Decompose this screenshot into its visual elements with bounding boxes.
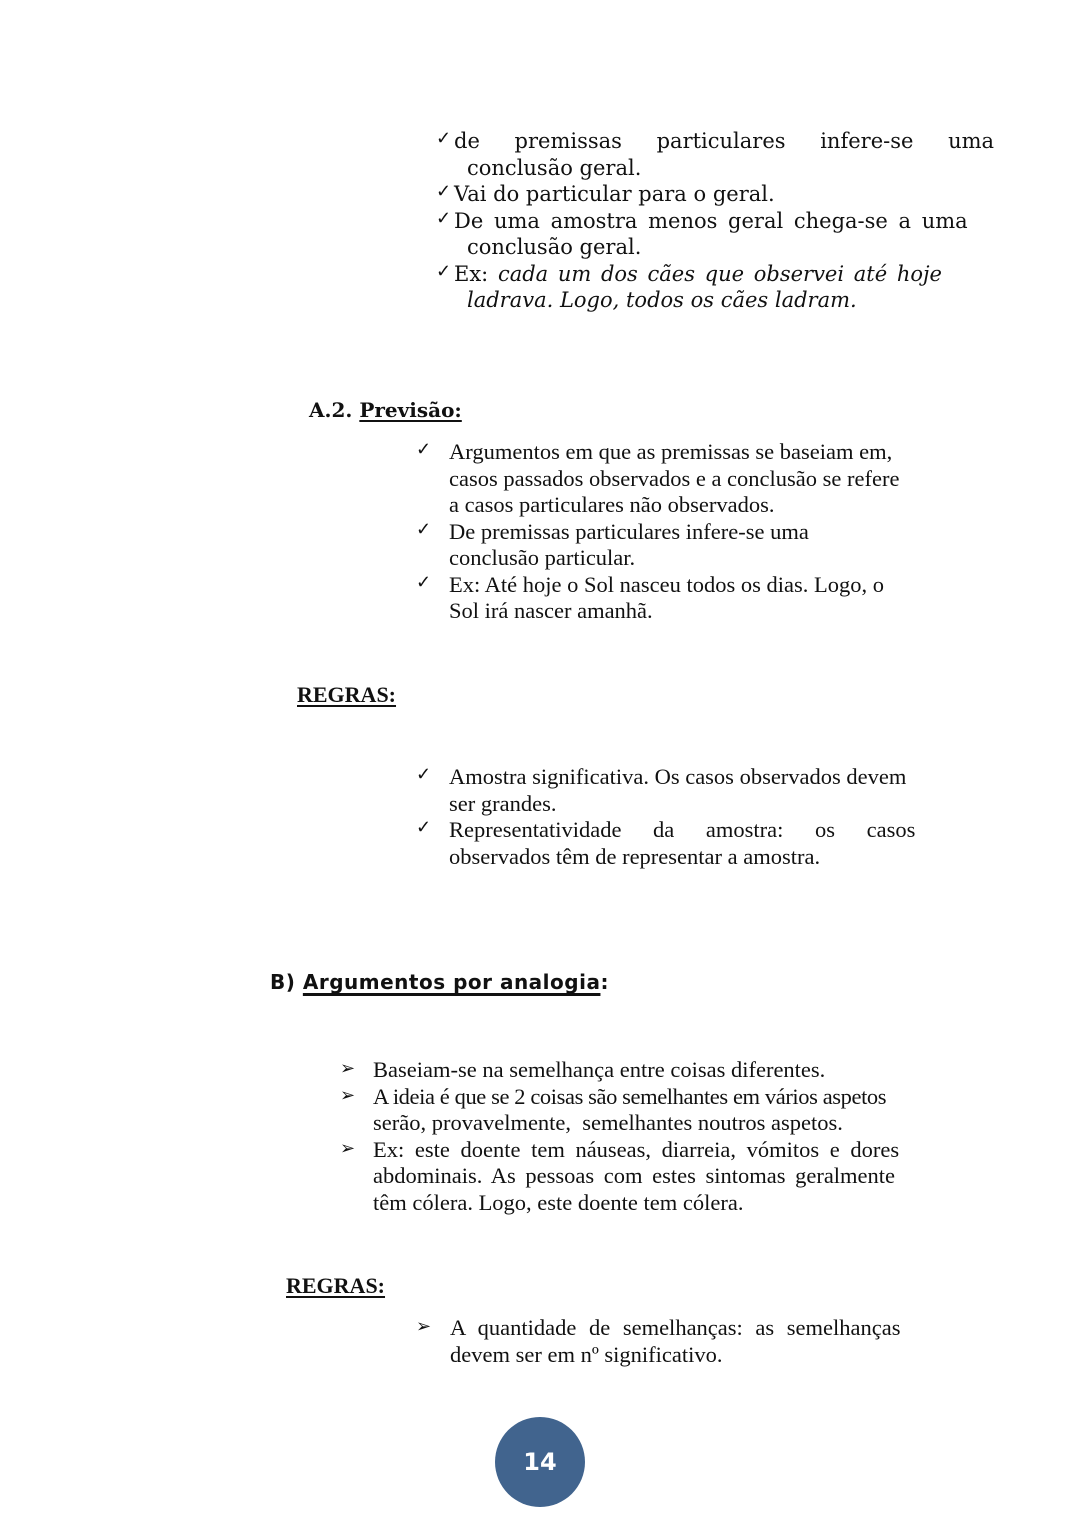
item-text: casos passados observados e a conclusão se refere: [449, 465, 900, 491]
example-prefix: Ex:: [454, 261, 498, 286]
item-text: conclusão particular.: [449, 545, 636, 570]
list-item: [436, 207, 968, 261]
item-text: Amostra significativa. Os casos observados devem: [449, 764, 907, 789]
rules-heading: REGRAS:: [297, 682, 397, 707]
item-text: A quantidade de semelhanças: as semelhanças: [450, 1315, 901, 1340]
arrowhead-bullet-icon: ➢: [340, 1084, 356, 1106]
arrowhead-bullet-icon: ➢: [340, 1058, 356, 1079]
previsao-list: [416, 439, 926, 625]
item-text: devem ser em nº significativo.: [450, 1341, 723, 1367]
item-text: De uma amostra menos geral chega-se a uma: [454, 208, 968, 233]
checkmark-icon: ✓: [416, 764, 432, 785]
page-number-badge: [495, 1417, 585, 1507]
section-prefix: B): [270, 970, 296, 994]
item-text: conclusão geral.: [467, 155, 642, 180]
item-text: Ex: Até hoje o Sol nasceu todos os dias. Logo, o: [449, 571, 884, 597]
list-item: [416, 572, 926, 625]
checkmark-icon: ✓: [416, 439, 432, 460]
arrowhead-bullet-icon: ➢: [340, 1137, 356, 1159]
item-text: de premissas particulares infere-se uma: [454, 129, 995, 153]
checkmark-icon: ✓: [416, 817, 432, 838]
item-text: observados têm de representar a amostra.: [449, 843, 821, 869]
checkmark-icon: ✓: [436, 128, 452, 149]
list-item: [416, 1315, 926, 1368]
item-text: Sol irá nascer amanhã.: [449, 598, 653, 623]
list-item: [416, 764, 926, 817]
list-item: [436, 260, 942, 314]
item-text: têm cólera. Logo, este doente tem cólera.: [373, 1189, 744, 1215]
item-text: Representatividade da amostra: os casos: [449, 817, 916, 842]
induction-generalization-list: [436, 128, 995, 314]
item-text: a casos particulares não observados.: [449, 492, 775, 517]
example-text: ladrava. Logo, todos os cães ladram.: [467, 288, 857, 312]
example-text: cada um dos cães que observei até hoje: [497, 261, 942, 286]
analogia-list: [340, 1057, 926, 1216]
list-item: [416, 817, 926, 870]
item-text: Ex: este doente tem náuseas, diarreia, vómitos e dores: [373, 1136, 900, 1162]
list-item: [340, 1084, 926, 1137]
section-title: Argumentos por analogia: [302, 970, 601, 994]
checkmark-icon: ✓: [416, 571, 432, 593]
rules-heading: REGRAS:: [286, 1273, 386, 1298]
section-title: Previsão:: [359, 398, 462, 422]
arrowhead-bullet-icon: ➢: [416, 1316, 432, 1337]
checkmark-icon: ✓: [436, 207, 452, 229]
item-text: De premissas particulares infere-se uma: [449, 518, 809, 544]
checkmark-icon: ✓: [436, 181, 452, 202]
list-item: [340, 1057, 926, 1084]
checkmark-icon: ✓: [416, 518, 432, 540]
item-text: Vai do particular para o geral.: [454, 182, 775, 206]
item-text: Argumentos em que as premissas se baseiam em,: [449, 439, 893, 464]
section-heading-a2: [309, 398, 462, 422]
item-text: A ideia é que se 2 coisas são semelhantes em vários aspetos: [373, 1083, 887, 1109]
item-text: serão, provavelmente, semelhantes noutros aspetos.: [373, 1110, 843, 1135]
section-suffix: :: [600, 970, 609, 994]
list-item: [416, 439, 926, 519]
list-item: [340, 1137, 926, 1217]
page-number: 14: [523, 1448, 557, 1476]
rules-list-induction: [416, 764, 926, 870]
item-text: Baseiam-se na semelhança entre coisas diferentes.: [373, 1057, 826, 1082]
list-item: [436, 181, 926, 208]
section-number: A.2.: [309, 398, 353, 422]
rules-list-analogy: [416, 1315, 926, 1368]
list-item: [436, 128, 995, 181]
checkmark-icon: ✓: [436, 260, 452, 282]
item-text: conclusão geral.: [467, 235, 642, 259]
item-text: abdominais. As pessoas com estes sintomas geralmente: [373, 1163, 896, 1188]
list-item: [416, 519, 926, 572]
item-text: ser grandes.: [449, 790, 557, 816]
section-heading-b: [270, 970, 609, 994]
